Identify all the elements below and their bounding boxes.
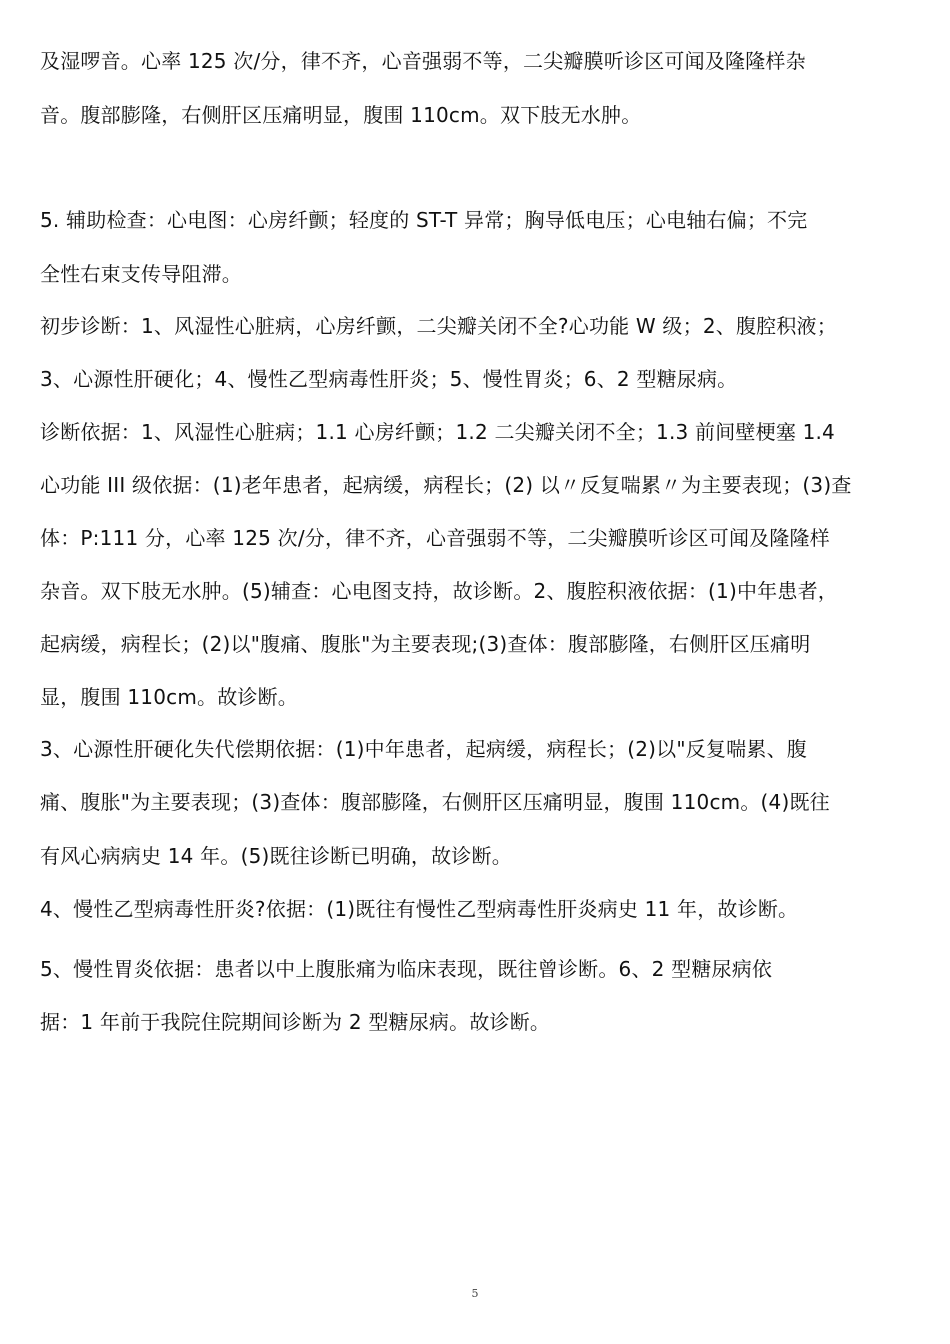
text-line: 4、慢性乙型病毒性肝炎?依据：(1)既往有慢性乙型病毒性肝炎病史 11 年，故诊断。 <box>40 897 799 921</box>
text-line: 音。腹部膨隆，右侧肝区压痛明显，腹围 110cm。双下肢无水肿。 <box>40 103 642 127</box>
text-line: 有风心病病史 14 年。(5)既往诊断已明确，故诊断。 <box>40 844 512 868</box>
text-line: 初步诊断：1、风湿性心脏病，心房纤颤，二尖瓣关闭不全?心功能 W 级；2、腹腔积液； <box>40 314 837 338</box>
text-line: 心功能 III 级依据：(1)老年患者，起病缓，病程长；(2) 以〃反复喘累〃为主要表现；(3)查 <box>40 473 852 497</box>
text-line: 起病缓，病程长；(2)以"腹痛、腹胀"为主要表现;(3)查体：腹部膨隆，右侧肝区压痛明 <box>40 632 811 656</box>
text-line: 杂音。双下肢无水肿。(5)辅查：心电图支持，故诊断。2、腹腔积液依据：(1)中年患者， <box>40 579 838 603</box>
text-line: 5、慢性胃炎依据：患者以中上腹胀痛为临床表现，既往曾诊断。6、2 型糖尿病依 <box>40 957 773 981</box>
page-number: 5 <box>471 1287 479 1300</box>
text-line: 3、心源性肝硬化；4、慢性乙型病毒性肝炎；5、慢性胃炎；6、2 型糖尿病。 <box>40 367 738 391</box>
text-line: 显，腹围 110cm。故诊断。 <box>40 685 299 709</box>
text-line: 及湿啰音。心率 125 次/分，律不齐，心音强弱不等，二尖瓣膜听诊区可闻及隆隆样杂 <box>40 49 806 73</box>
text-line: 全性右束支传导阻滞。 <box>40 262 242 286</box>
text-line: 据：1 年前于我院住院期间诊断为 2 型糖尿病。故诊断。 <box>40 1010 551 1034</box>
text-line: 体：P:111 分，心率 125 次/分，律不齐，心音强弱不等，二尖瓣膜听诊区可闻及隆隆样 <box>40 526 830 550</box>
text-line: 痛、腹胀"为主要表现；(3)查体：腹部膨隆，右侧肝区压痛明显，腹围 110cm。(4)既往 <box>40 790 830 814</box>
text-line: 5. 辅助检查：心电图：心房纤颤；轻度的 ST-T 异常；胸导低电压；心电轴右偏；不完 <box>40 208 808 232</box>
text-line: 诊断依据：1、风湿性心脏病；1.1 心房纤颤；1.2 二尖瓣关闭不全；1.3 前间壁梗塞 1.4 <box>40 420 835 444</box>
text-line: 3、心源性肝硬化失代偿期依据：(1)中年患者，起病缓，病程长；(2)以"反复喘累、腹 <box>40 737 807 761</box>
